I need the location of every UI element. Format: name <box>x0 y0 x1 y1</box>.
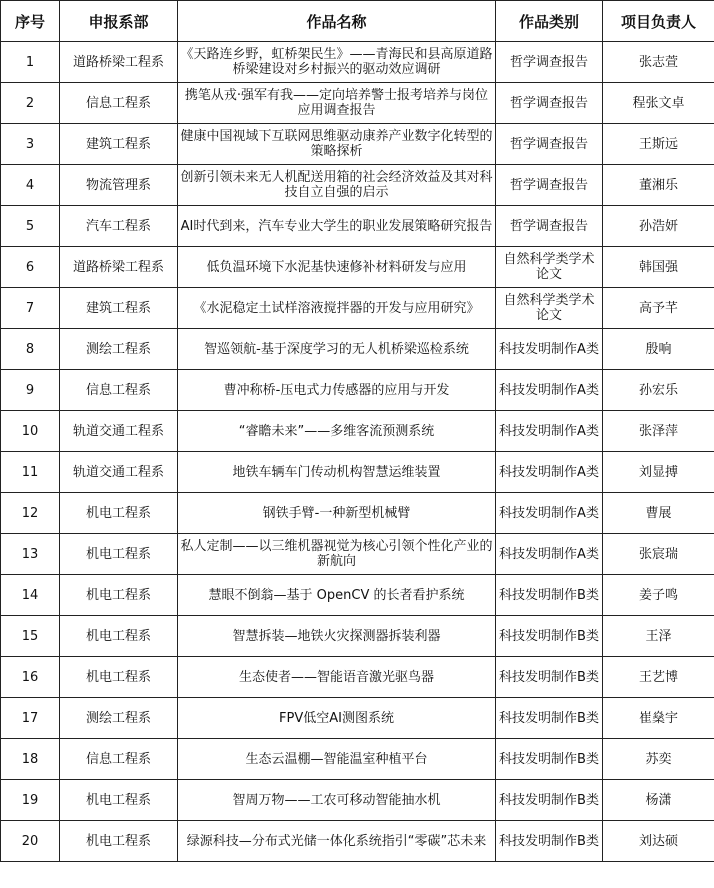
cell-project-name: 绿源科技—分布式光储一体化系统指引“零碳”芯未来 <box>178 821 496 862</box>
cell-index: 2 <box>1 83 60 124</box>
cell-category: 科技发明制作B类 <box>496 575 603 616</box>
table-row <box>1 452 714 493</box>
cell-project-name: 《水泥稳定土试样溶液搅拌器的开发与应用研究》 <box>178 288 496 329</box>
cell-leader: 曹展 <box>603 493 714 534</box>
cell-department: 机电工程系 <box>60 821 178 862</box>
cell-project-name: 生态云温棚—智能温室种植平台 <box>178 739 496 780</box>
cell-project-name: 健康中国视域下互联网思维驱动康养产业数字化转型的策略探析 <box>178 124 496 165</box>
cell-category: 哲学调查报告 <box>496 124 603 165</box>
cell-department: 信息工程系 <box>60 739 178 780</box>
cell-project-name: 地铁车辆车门传动机构智慧运维装置 <box>178 452 496 493</box>
cell-project-name: “睿瞻未来”——多维客流预测系统 <box>178 411 496 452</box>
cell-index: 11 <box>1 452 60 493</box>
cell-department: 信息工程系 <box>60 370 178 411</box>
cell-department: 机电工程系 <box>60 780 178 821</box>
cell-leader: 刘达硕 <box>603 821 714 862</box>
cell-category: 科技发明制作A类 <box>496 452 603 493</box>
cell-leader: 韩国强 <box>603 247 714 288</box>
cell-index: 9 <box>1 370 60 411</box>
cell-leader: 崔燊宇 <box>603 698 714 739</box>
table-row <box>1 42 714 83</box>
cell-category: 哲学调查报告 <box>496 83 603 124</box>
cell-index: 17 <box>1 698 60 739</box>
cell-leader: 苏奕 <box>603 739 714 780</box>
cell-category: 自然科学类学术论文 <box>496 288 603 329</box>
cell-index: 15 <box>1 616 60 657</box>
cell-department: 机电工程系 <box>60 575 178 616</box>
cell-leader: 程张文卓 <box>603 83 714 124</box>
cell-project-name: 携笔从戎·强军有我——定向培养警士报考培养与岗位应用调查报告 <box>178 83 496 124</box>
cell-department: 轨道交通工程系 <box>60 411 178 452</box>
cell-index: 8 <box>1 329 60 370</box>
table-row <box>1 534 714 575</box>
header-project-name: 作品名称 <box>178 1 496 42</box>
header-index: 序号 <box>1 1 60 42</box>
cell-department: 建筑工程系 <box>60 124 178 165</box>
cell-project-name: 智慧拆装—地铁火灾探测器拆装利器 <box>178 616 496 657</box>
cell-project-name: 私人定制——以三维机器视觉为核心引领个性化产业的新航向 <box>178 534 496 575</box>
table-row <box>1 493 714 534</box>
cell-department: 建筑工程系 <box>60 288 178 329</box>
cell-project-name: 创新引领未来无人机配送用箱的社会经济效益及其对科技自立自强的启示 <box>178 165 496 206</box>
header-department: 申报系部 <box>60 1 178 42</box>
cell-project-name: 智巡领航-基于深度学习的无人机桥梁巡检系统 <box>178 329 496 370</box>
cell-category: 科技发明制作A类 <box>496 493 603 534</box>
table-row <box>1 657 714 698</box>
cell-leader: 高予芊 <box>603 288 714 329</box>
cell-project-name: 低负温环境下水泥基快速修补材料研发与应用 <box>178 247 496 288</box>
cell-category: 科技发明制作A类 <box>496 411 603 452</box>
cell-department: 道路桥梁工程系 <box>60 42 178 83</box>
table-row <box>1 206 714 247</box>
cell-category: 科技发明制作B类 <box>496 821 603 862</box>
cell-project-name: 生态使者——智能语音激光驱鸟器 <box>178 657 496 698</box>
table-row <box>1 698 714 739</box>
cell-index: 13 <box>1 534 60 575</box>
cell-category: 自然科学类学术论文 <box>496 247 603 288</box>
header-category: 作品类别 <box>496 1 603 42</box>
table-body <box>1 42 714 862</box>
cell-department: 汽车工程系 <box>60 206 178 247</box>
table-row <box>1 616 714 657</box>
cell-index: 20 <box>1 821 60 862</box>
cell-category: 哲学调查报告 <box>496 206 603 247</box>
cell-leader: 姜子鸣 <box>603 575 714 616</box>
cell-leader: 张泽萍 <box>603 411 714 452</box>
cell-index: 3 <box>1 124 60 165</box>
table-row <box>1 329 714 370</box>
cell-index: 6 <box>1 247 60 288</box>
cell-index: 5 <box>1 206 60 247</box>
cell-category: 科技发明制作A类 <box>496 329 603 370</box>
cell-index: 18 <box>1 739 60 780</box>
cell-leader: 杨潇 <box>603 780 714 821</box>
cell-project-name: FPV低空AI测图系统 <box>178 698 496 739</box>
cell-category: 哲学调查报告 <box>496 42 603 83</box>
cell-category: 科技发明制作A类 <box>496 534 603 575</box>
cell-index: 4 <box>1 165 60 206</box>
cell-index: 7 <box>1 288 60 329</box>
header-leader: 项目负责人 <box>603 1 714 42</box>
cell-index: 19 <box>1 780 60 821</box>
cell-leader: 张宸瑞 <box>603 534 714 575</box>
cell-index: 10 <box>1 411 60 452</box>
table-row <box>1 370 714 411</box>
cell-category: 科技发明制作B类 <box>496 657 603 698</box>
cell-department: 物流管理系 <box>60 165 178 206</box>
cell-department: 机电工程系 <box>60 616 178 657</box>
cell-leader: 孙浩妍 <box>603 206 714 247</box>
cell-leader: 张志萱 <box>603 42 714 83</box>
cell-department: 道路桥梁工程系 <box>60 247 178 288</box>
cell-project-name: AI时代到来，汽车专业大学生的职业发展策略研究报告 <box>178 206 496 247</box>
cell-index: 14 <box>1 575 60 616</box>
cell-category: 科技发明制作B类 <box>496 698 603 739</box>
cell-department: 机电工程系 <box>60 657 178 698</box>
table-row <box>1 124 714 165</box>
cell-category: 科技发明制作B类 <box>496 739 603 780</box>
table-row <box>1 821 714 862</box>
cell-project-name: 曹冲称桥-压电式力传感器的应用与开发 <box>178 370 496 411</box>
table-row <box>1 411 714 452</box>
cell-leader: 刘显搏 <box>603 452 714 493</box>
table-row <box>1 575 714 616</box>
table-row <box>1 739 714 780</box>
cell-department: 测绘工程系 <box>60 698 178 739</box>
cell-index: 12 <box>1 493 60 534</box>
header-row <box>1 1 714 42</box>
cell-category: 科技发明制作B类 <box>496 616 603 657</box>
cell-leader: 孙宏乐 <box>603 370 714 411</box>
cell-index: 16 <box>1 657 60 698</box>
cell-department: 轨道交通工程系 <box>60 452 178 493</box>
cell-leader: 王泽 <box>603 616 714 657</box>
cell-department: 机电工程系 <box>60 534 178 575</box>
cell-department: 信息工程系 <box>60 83 178 124</box>
cell-project-name: 钢铁手臂-一种新型机械臂 <box>178 493 496 534</box>
table-row <box>1 780 714 821</box>
cell-project-name: 智周万物——工农可移动智能抽水机 <box>178 780 496 821</box>
cell-department: 测绘工程系 <box>60 329 178 370</box>
table-row <box>1 247 714 288</box>
cell-category: 哲学调查报告 <box>496 165 603 206</box>
cell-leader: 王斯远 <box>603 124 714 165</box>
cell-leader: 殷响 <box>603 329 714 370</box>
cell-category: 科技发明制作A类 <box>496 370 603 411</box>
cell-index: 1 <box>1 42 60 83</box>
cell-project-name: 慧眼不倒翁—基于 OpenCV 的长者看护系统 <box>178 575 496 616</box>
cell-department: 机电工程系 <box>60 493 178 534</box>
table-row <box>1 288 714 329</box>
table-row <box>1 83 714 124</box>
cell-category: 科技发明制作B类 <box>496 780 603 821</box>
cell-project-name: 《天路连乡野，虹桥架民生》——青海民和县高原道路桥梁建设对乡村振兴的驱动效应调研 <box>178 42 496 83</box>
cell-leader: 董湘乐 <box>603 165 714 206</box>
table-row <box>1 165 714 206</box>
cell-leader: 王艺博 <box>603 657 714 698</box>
